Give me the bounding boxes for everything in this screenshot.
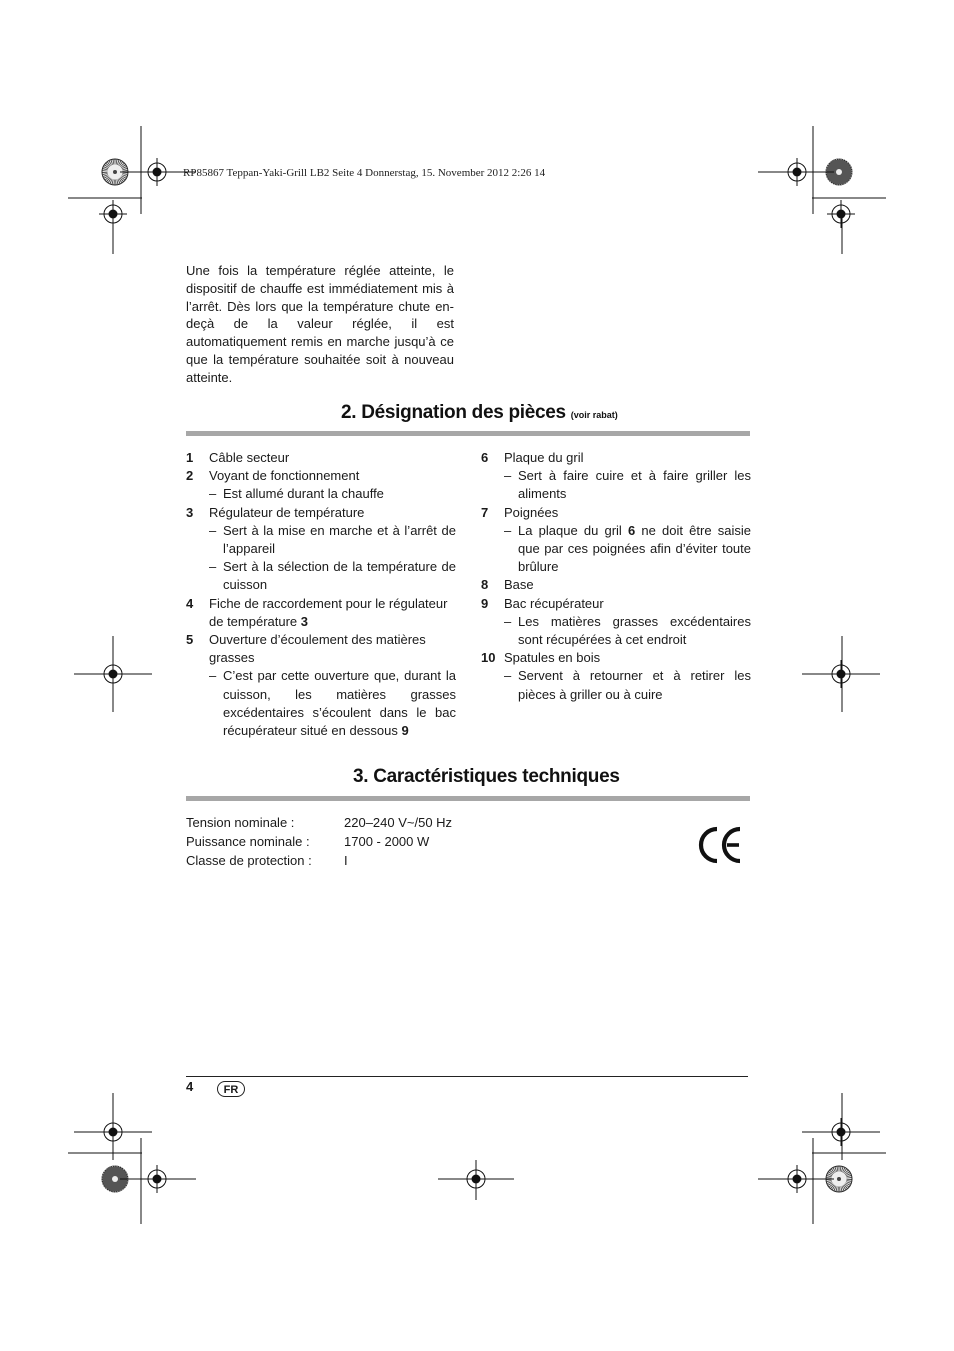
parts-list-left bbox=[186, 449, 456, 740]
dash-bullet: – bbox=[504, 668, 512, 684]
part-subitem-text: Les matières grasses excédentaires sont récupérées à cet endroit bbox=[518, 613, 751, 648]
footer-rule bbox=[186, 1076, 748, 1077]
part-subitem-text: Est allumé durant la chauffe bbox=[223, 486, 384, 502]
part-subitem bbox=[481, 467, 751, 503]
page-number: 4 bbox=[186, 1079, 194, 1094]
part-label: Fiche de raccordement pour le régulateur de température 3 bbox=[209, 595, 448, 629]
parts-item bbox=[186, 449, 456, 467]
part-label: Base bbox=[504, 577, 534, 593]
part-number: 9 bbox=[481, 595, 489, 611]
parts-item bbox=[481, 649, 751, 667]
tech-spec-key: Tension nominale : bbox=[186, 815, 295, 830]
parts-item bbox=[481, 576, 751, 594]
section-3-rule bbox=[186, 796, 750, 801]
part-number: 3 bbox=[186, 504, 194, 520]
part-subitem-text: C’est par cette ouverture que, durant la cuisson, les matières grasses excédentaires s’écoulent dans le bac récupérateur situé en dessous 9 bbox=[223, 668, 456, 739]
dash-bullet: – bbox=[209, 522, 217, 538]
part-number: 2 bbox=[186, 468, 194, 484]
tech-spec-value: 1700 - 2000 W bbox=[344, 834, 430, 849]
section-2-title bbox=[341, 402, 618, 424]
section-2-rule bbox=[186, 431, 750, 436]
dash-bullet: – bbox=[209, 668, 217, 684]
part-subitem-text: Sert à faire cuire et à faire griller les aliments bbox=[518, 468, 751, 502]
part-number: 5 bbox=[186, 632, 194, 648]
tech-spec-key: Puissance nominale : bbox=[186, 834, 310, 849]
part-number: 10 bbox=[481, 650, 496, 666]
intro-paragraph: Une fois la température réglée atteinte, le dispositif de chauffe est immédiatement mis à l’arrêt. Dès lors que la température chute en-deçà de la valeur réglée, il est automatiquement remis en marche jusqu’à ce que la température souhaitée soit à nouveau atteinte. bbox=[186, 263, 454, 385]
part-ref: 3 bbox=[300, 613, 309, 629]
section-2-note: (voir rabat) bbox=[570, 410, 618, 420]
language-badge: FR bbox=[217, 1081, 245, 1097]
tech-spec-row bbox=[186, 813, 452, 832]
part-label: Poignées bbox=[504, 504, 559, 520]
section-2-title-text: 2. Désignation des pièces bbox=[341, 402, 566, 423]
part-label: Bac récupérateur bbox=[504, 595, 604, 611]
tech-spec-row bbox=[186, 832, 452, 851]
part-number: 4 bbox=[186, 595, 194, 611]
part-number: 1 bbox=[186, 450, 194, 465]
part-subitem bbox=[481, 613, 751, 649]
part-subitem-text: Sert à la mise en marche et à l’arrêt de l’appareil bbox=[223, 522, 456, 557]
part-label: Câble secteur bbox=[209, 450, 290, 465]
part-subitem-text: Servent à retourner et à retirer les pièces à griller ou à cuire bbox=[518, 668, 751, 702]
part-subitem-text: Sert à la sélection de la température de cuisson bbox=[223, 559, 456, 593]
part-label: Voyant de fonctionnement bbox=[209, 468, 360, 484]
part-label: Ouverture d’écoulement des matières grasses bbox=[209, 632, 426, 666]
dash-bullet: – bbox=[209, 486, 217, 502]
parts-item bbox=[186, 467, 456, 485]
parts-item bbox=[186, 595, 456, 631]
part-number: 6 bbox=[481, 450, 489, 465]
part-ref: 9 bbox=[401, 723, 409, 739]
tech-spec-value: 220–240 V~/50 Hz bbox=[344, 815, 453, 830]
part-number: 8 bbox=[481, 577, 489, 593]
part-subitem bbox=[481, 522, 751, 577]
part-ref: 6 bbox=[628, 522, 636, 538]
part-subitem bbox=[186, 485, 456, 503]
dash-bullet: – bbox=[504, 522, 512, 538]
part-label: Spatules en bois bbox=[504, 650, 601, 666]
parts-item bbox=[186, 504, 456, 522]
parts-item bbox=[481, 449, 751, 467]
part-label: Plaque du gril bbox=[504, 450, 584, 465]
ce-mark-icon bbox=[698, 826, 744, 864]
dash-bullet: – bbox=[209, 559, 217, 575]
dash-bullet: – bbox=[504, 613, 512, 629]
part-label: Régulateur de température bbox=[209, 504, 365, 520]
tech-spec-value: I bbox=[344, 853, 348, 868]
part-subitem bbox=[481, 667, 751, 703]
dash-bullet: – bbox=[504, 468, 512, 484]
parts-item bbox=[481, 595, 751, 613]
tech-spec-row bbox=[186, 851, 452, 870]
tech-specs-table bbox=[186, 813, 452, 870]
part-number: 7 bbox=[481, 504, 489, 520]
print-slug: RP85867 Teppan-Yaki-Grill LB2 Seite 4 Donnerstag, 15. November 2012 2:26 14 bbox=[183, 167, 546, 179]
parts-item bbox=[481, 504, 751, 522]
part-subitem bbox=[186, 667, 456, 740]
parts-item bbox=[186, 631, 456, 667]
parts-list-right bbox=[481, 449, 751, 704]
section-3-title: 3. Caractéristiques techniques bbox=[353, 766, 620, 787]
part-subitem bbox=[186, 522, 456, 558]
part-subitem-text: La plaque du gril 6 ne doit être saisie que par ces poignées afin d’éviter toute brûlure bbox=[518, 522, 751, 575]
tech-spec-key: Classe de protection : bbox=[186, 853, 312, 868]
part-subitem bbox=[186, 558, 456, 594]
